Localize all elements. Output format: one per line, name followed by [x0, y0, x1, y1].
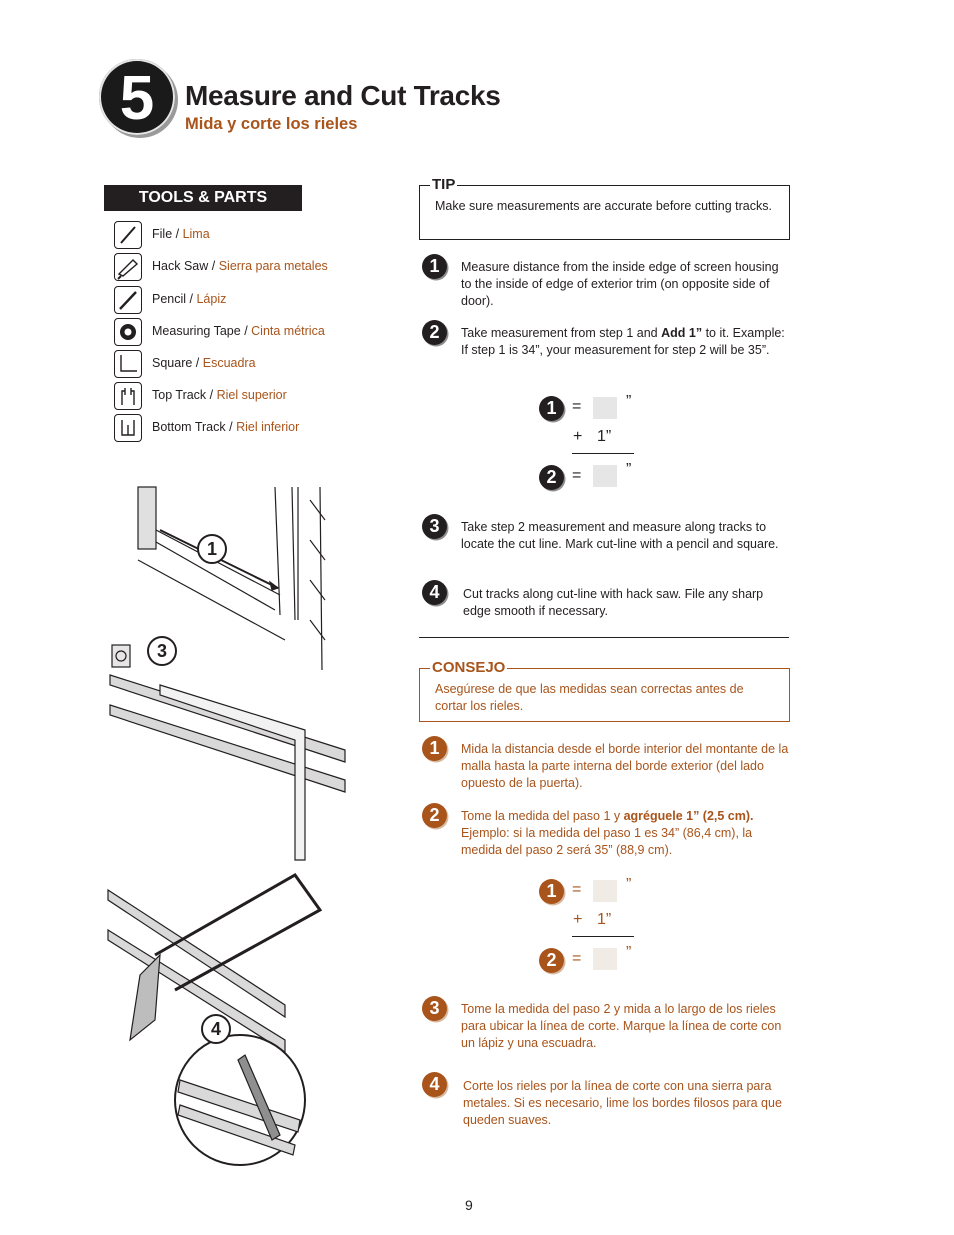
tool-name-es: Cinta métrica: [251, 324, 325, 338]
calc-es-one-inch: 1”: [597, 911, 612, 928]
tool-item-measuring-tape: [114, 318, 414, 348]
tool-item-bottom-track: [114, 414, 414, 444]
tool-name: Top Track: [152, 388, 207, 402]
tool-sep: /: [208, 259, 219, 273]
tool-sep: /: [192, 356, 203, 370]
illustration-label-3: 3: [147, 636, 177, 666]
tool-sep: /: [172, 227, 183, 241]
step-4-text: Cut tracks along cut-line with hack saw. File any sharp edge smooth if necessary.: [463, 587, 764, 618]
paso-2-text-a: Tome la medida del paso 1 y: [461, 809, 624, 823]
calc-es-input-box-2: [593, 948, 617, 970]
measuring-tape-icon: [114, 318, 142, 346]
tool-name-es: Escuadra: [202, 356, 256, 370]
step-4-number: 4: [422, 580, 447, 605]
tools-parts-heading: TOOLS & PARTS: [104, 185, 302, 211]
tool-item-hacksaw: [114, 253, 414, 283]
calc-es-inch-mark: ”: [626, 944, 632, 961]
calc-sum-line: [572, 453, 634, 454]
tool-name: Square: [152, 356, 193, 370]
step-2-text-bold: Add 1”: [661, 326, 703, 340]
calc-input-box-1: [593, 397, 617, 419]
step-1-number: 1: [422, 254, 447, 279]
paso-4-number: 4: [422, 1072, 447, 1097]
measuring-illustration: [110, 645, 345, 860]
tool-item-top-track: [114, 382, 414, 412]
calc-es-equals: =: [572, 950, 582, 967]
tool-sep: /: [186, 292, 197, 306]
bottom-track-icon: [114, 414, 142, 442]
pencil-icon: [114, 286, 142, 314]
illustration-label-4: 4: [201, 1014, 231, 1044]
step-2-text-b: to it. Example: If step 1 is 34”, your measurement for step 2 will be 35”.: [461, 326, 785, 357]
calc-equals: =: [572, 398, 582, 415]
tool-name: Measuring Tape: [152, 324, 241, 338]
paso-2-number: 2: [422, 803, 447, 828]
tool-name-es: Riel superior: [216, 388, 287, 402]
tool-item-pencil: [114, 286, 414, 316]
section-divider: [419, 637, 789, 638]
paso-1-number: 1: [422, 736, 447, 761]
calc-input-box-2: [593, 465, 617, 487]
calc-inch-mark: ”: [626, 461, 632, 478]
paso-3-text: Tome la medida del paso 2 y mida a lo largo de los rieles para ubicar la línea de corte. Marque la línea de corte con un lápiz y una escuadra.: [461, 1002, 782, 1050]
step-2-number: 2: [422, 320, 447, 345]
tip-text: Make sure measurements are accurate before cutting tracks.: [435, 199, 772, 213]
calc-es-inch-mark: ”: [626, 876, 632, 893]
calc-es-input-box-1: [593, 880, 617, 902]
paso-1-text: Mida la distancia desde el borde interior del montante de la malla hasta la parte interna del borde exterior (del lado opuesto de la puerta).: [461, 742, 789, 790]
hacksaw-icon: [114, 253, 142, 281]
tool-name-es: Lima: [182, 227, 210, 241]
illustration-label-1: 1: [197, 534, 227, 564]
tool-item-file: [114, 221, 414, 251]
consejo-label: CONSEJO: [432, 659, 506, 676]
paso-2-text-b: Ejemplo: si la medida del paso 1 es 34” (86,4 cm), la medida del paso 2 será 35” (88,9 cm).: [461, 826, 753, 857]
tool-name: File: [152, 227, 173, 241]
calc-equals: =: [572, 467, 582, 484]
paso-2-text: [461, 808, 791, 859]
tool-name-es: Lápiz: [196, 292, 227, 306]
consejo-text: Asegúrese de que las medidas sean correctas antes de cortar los rieles.: [435, 682, 744, 713]
tool-item-square: [114, 350, 414, 380]
top-track-icon: [114, 382, 142, 410]
step-3-number: 3: [422, 514, 447, 539]
paso-3-number: 3: [422, 996, 447, 1021]
page-number: 9: [465, 1197, 473, 1213]
tool-name-es: Sierra para metales: [218, 259, 328, 273]
step-1-text: Measure distance from the inside edge of screen housing to the inside of edge of exterior trim (on opposite side of door).: [461, 260, 779, 308]
tool-name-es: Riel inferior: [236, 420, 300, 434]
calc-es-step-2-number: 2: [539, 948, 564, 973]
calc-inch-mark: ”: [626, 393, 632, 410]
calc-step-2-number: 2: [539, 465, 564, 490]
tool-name: Hack Saw: [152, 259, 209, 273]
illustration-panel: [80, 480, 380, 1180]
step-2-text-a: Take measurement from step 1 and: [461, 326, 662, 340]
calc-es-step-1-number: 1: [539, 879, 564, 904]
calc-es-equals: =: [572, 881, 582, 898]
square-icon: [114, 350, 142, 378]
page-subtitle: Mida y corte los rieles: [185, 115, 358, 133]
paso-2-text-bold: agréguele 1” (2,5 cm).: [623, 809, 754, 823]
tool-sep: /: [225, 420, 237, 434]
calc-step-1-number: 1: [539, 396, 564, 421]
tip-box: [419, 176, 790, 240]
step-number-badge: 5: [99, 59, 175, 135]
tool-sep: /: [240, 324, 252, 338]
calc-plus: +: [573, 428, 583, 445]
page-title: Measure and Cut Tracks: [185, 80, 501, 111]
step-2-text: [461, 325, 791, 359]
file-icon: [114, 221, 142, 249]
tool-sep: /: [206, 388, 217, 402]
tool-name: Bottom Track: [152, 420, 226, 434]
paso-4-text: Corte los rieles por la línea de corte con una sierra para metales. Si es necesario, lime los bordes filosos para que queden suaves.: [463, 1079, 782, 1127]
calc-one-inch: 1”: [597, 428, 612, 445]
step-3-text: Take step 2 measurement and measure along tracks to locate the cut line. Mark cut-line with a pencil and square.: [461, 520, 779, 551]
calc-es-sum-line: [572, 936, 634, 937]
tool-name: Pencil: [152, 292, 187, 306]
consejo-box: [419, 659, 790, 722]
calc-es-plus: +: [573, 911, 583, 928]
tip-label: TIP: [432, 176, 456, 193]
